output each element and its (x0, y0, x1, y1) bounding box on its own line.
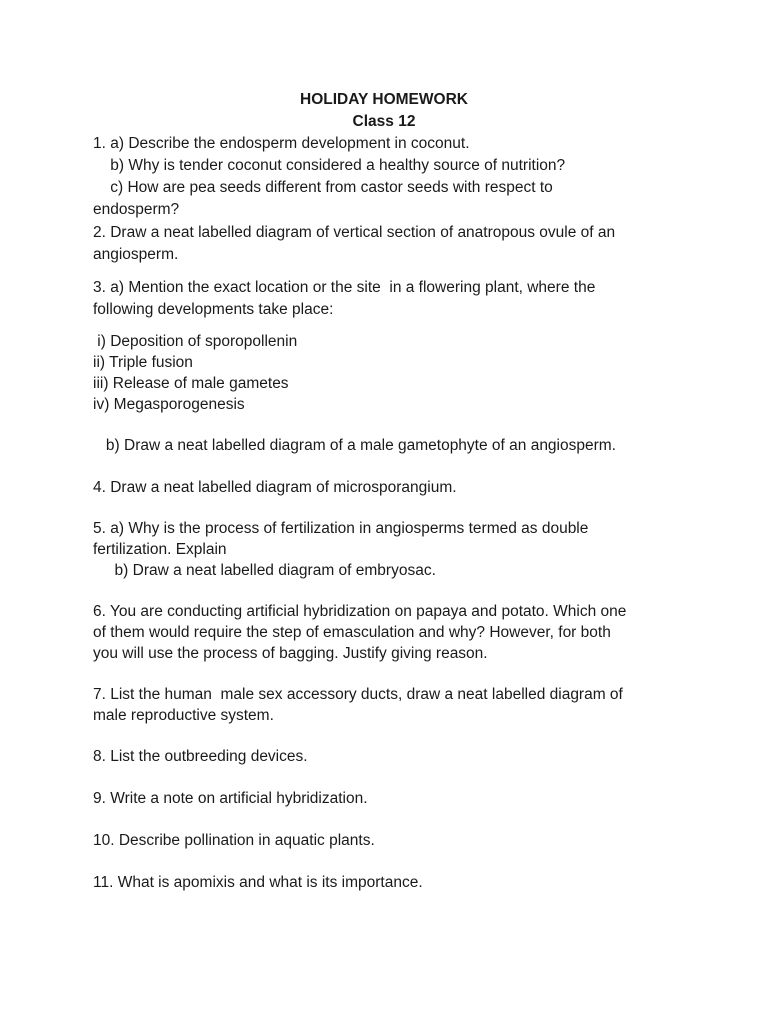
question-3a: 3. a) Mention the exact location or the site in a flowering plant, where the (93, 279, 596, 296)
question-2: 2. Draw a neat labelled diagram of vertical section of anatropous ovule of an (93, 224, 616, 241)
question-9: 9. Write a note on artificial hybridization. (93, 790, 368, 807)
question-2-cont: angiosperm. (93, 246, 179, 263)
question-6: 6. You are conducting artificial hybridization on papaya and potato. Which one (93, 603, 627, 620)
document-title: HOLIDAY HOMEWORK (300, 91, 468, 108)
question-7-cont: male reproductive system. (93, 707, 274, 724)
question-4: 4. Draw a neat labelled diagram of microsporangium. (93, 479, 457, 496)
question-3-item-iii: iii) Release of male gametes (93, 375, 289, 392)
question-6-cont-1: of them would require the step of emasculation and why? However, for both (93, 624, 611, 641)
question-1c-cont: endosperm? (93, 201, 180, 218)
question-3-item-i: i) Deposition of sporopollenin (93, 333, 298, 350)
question-3-item-ii: ii) Triple fusion (93, 354, 193, 371)
question-8: 8. List the outbreeding devices. (93, 748, 308, 765)
question-1a: 1. a) Describe the endosperm development in coconut. (93, 135, 470, 152)
document-subtitle: Class 12 (352, 113, 416, 130)
question-10: 10. Describe pollination in aquatic plants. (93, 832, 375, 849)
question-3b: b) Draw a neat labelled diagram of a male gametophyte of an angiosperm. (93, 437, 616, 454)
question-5a: 5. a) Why is the process of fertilization in angiosperms termed as double (93, 520, 589, 537)
question-5b: b) Draw a neat labelled diagram of embryosac. (93, 562, 436, 579)
question-7: 7. List the human male sex accessory ducts, draw a neat labelled diagram of (93, 686, 623, 703)
question-1c: c) How are pea seeds different from castor seeds with respect to (93, 179, 553, 196)
question-11: 11. What is apomixis and what is its importance. (93, 874, 423, 891)
question-3-item-iv: iv) Megasporogenesis (93, 396, 245, 413)
question-3a-cont: following developments take place: (93, 301, 334, 318)
question-1b: b) Why is tender coconut considered a healthy source of nutrition? (93, 157, 566, 174)
question-6-cont-2: you will use the process of bagging. Justify giving reason. (93, 645, 488, 662)
question-5a-cont: fertilization. Explain (93, 541, 227, 558)
